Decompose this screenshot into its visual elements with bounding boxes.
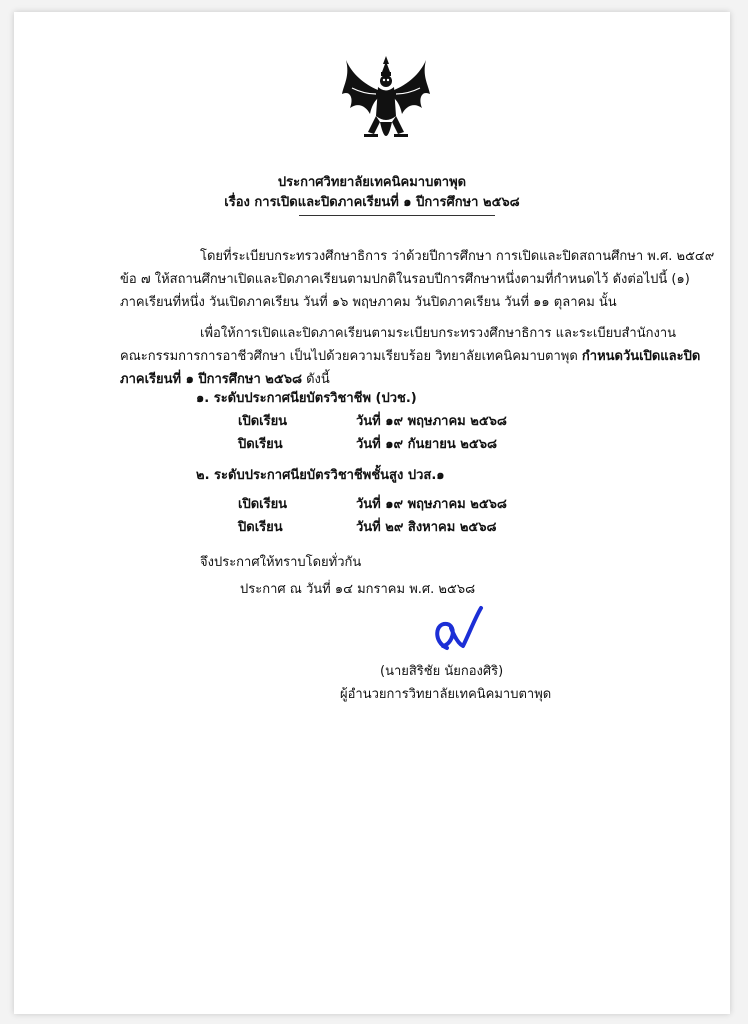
signature-image — [429, 604, 485, 656]
section-1-heading: ๑. ระดับประกาศนียบัตรวิชาชีพ (ปวช.) — [196, 391, 417, 406]
paragraph-2-text: คณะกรรมการการอาชีวศึกษา เป็นไปด้วยความเรียบร้อย วิทยาลัยเทคนิคมาบตาพุด — [120, 349, 582, 364]
section-1-close-label: ปิดเรียน — [238, 437, 283, 452]
closing-statement: จึงประกาศให้ทราบโดยทั่วกัน — [200, 555, 362, 570]
signatory-name: (นายสิริชัย นัยกองศิริ) — [380, 664, 504, 679]
paragraph-2-emphasis: กำหนดวันเปิดและปิด — [581, 349, 701, 364]
paragraph-2-line-3 — [120, 371, 330, 389]
announcement-date: ประกาศ ณ วันที่ ๑๔ มกราคม พ.ศ. ๒๕๖๘ — [240, 582, 476, 597]
section-2-heading: ๒. ระดับประกาศนียบัตรวิชาชีพชั้นสูง ปวส.๑ — [196, 468, 445, 483]
paragraph-1-line-1: โดยที่ระเบียบกระทรวงศึกษาธิการ ว่าด้วยปีการศึกษา การเปิดและปิดสถานศึกษา พ.ศ. ๒๕๔๙ — [200, 249, 715, 264]
section-2-open-label: เปิดเรียน — [238, 497, 288, 512]
title-underline — [299, 215, 495, 216]
paragraph-1-line-3: ภาคเรียนที่หนึ่ง วันเปิดภาคเรียน วันที่ ๑๖ พฤษภาคม วันปิดภาคเรียน วันที่ ๑๑ ตุลาคม นั้น — [120, 295, 617, 310]
paragraph-2-line-1: เพื่อให้การเปิดและปิดภาคเรียนตามระเบียบกระทรวงศึกษาธิการ และระเบียบสำนักงาน — [200, 326, 677, 341]
paragraph-1-line-2: ข้อ ๗ ให้สถานศึกษาเปิดและปิดภาคเรียนตามปกติในรอบปีการศึกษาหนึ่งตามที่กำหนดไว้ ดังต่อไปนี้ (๑) — [120, 272, 690, 287]
section-1-open-label: เปิดเรียน — [238, 414, 288, 429]
section-1-close-date: วันที่ ๑๙ กันยายน ๒๕๖๘ — [356, 437, 497, 452]
announcement-subject: เรื่อง การเปิดและปิดภาคเรียนที่ ๑ ปีการศึกษา ๒๕๖๘ — [224, 195, 520, 210]
section-1-open-date: วันที่ ๑๙ พฤษภาคม ๒๕๖๘ — [356, 414, 507, 429]
document-page — [14, 12, 730, 1014]
section-2-close-date: วันที่ ๒๙ สิงหาคม ๒๕๖๘ — [356, 520, 497, 535]
section-2-close-label: ปิดเรียน — [238, 520, 283, 535]
paragraph-2-tail: ดังนี้ — [301, 372, 330, 387]
announcement-title: ประกาศวิทยาลัยเทคนิคมาบตาพุด — [277, 175, 467, 190]
paragraph-2-line-2 — [120, 348, 700, 366]
section-2-open-date: วันที่ ๑๙ พฤษภาคม ๒๕๖๘ — [356, 497, 507, 512]
garuda-emblem-icon — [340, 54, 432, 154]
signatory-position: ผู้อำนวยการวิทยาลัยเทคนิคมาบตาพุด — [340, 687, 552, 702]
paragraph-2-emphasis-2: ภาคเรียนที่ ๑ ปีการศึกษา ๒๕๖๘ — [120, 372, 302, 387]
